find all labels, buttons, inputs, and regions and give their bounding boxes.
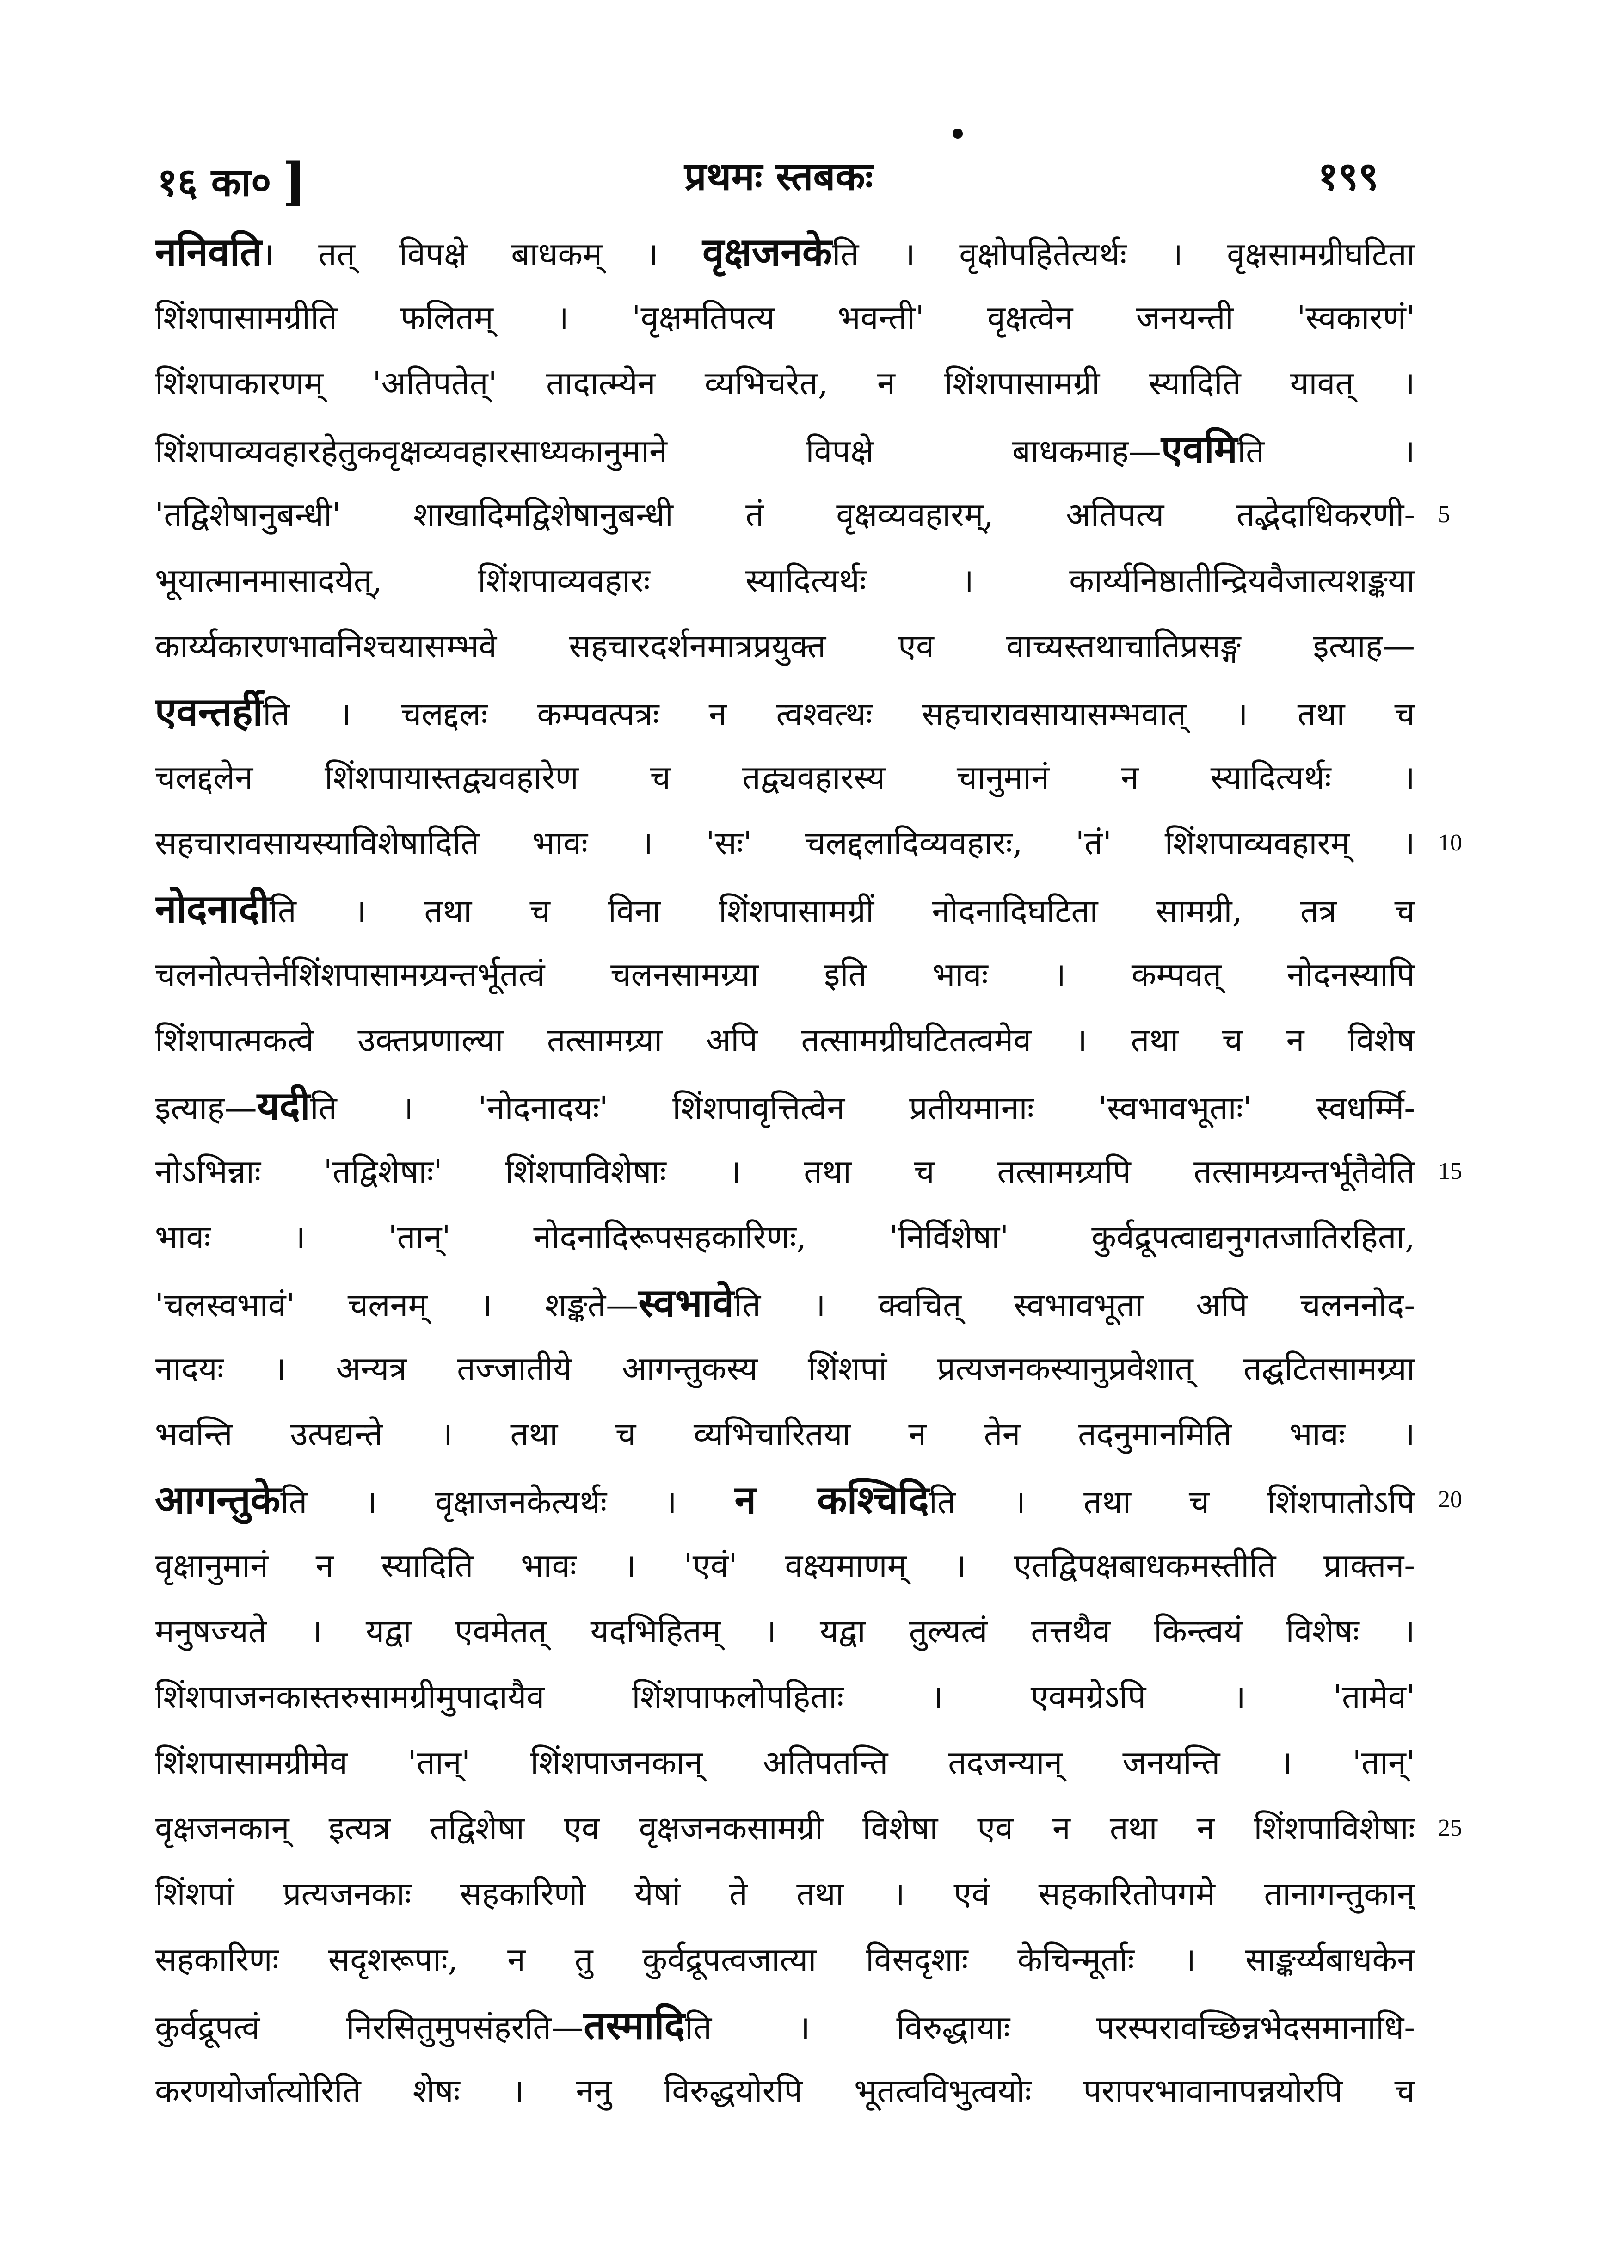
- ink-dot: [953, 129, 963, 139]
- text-segment: शिंशपां प्रत्यजनकाः सहकारिणो येषां ते तथा । एवं सहकारितोपगमे तानागन्तुकान्: [155, 1875, 1415, 1913]
- text-segment: शिंशपासामग्रीति फलितम् । 'वृक्षमतिपत्य भवन्ती' वृक्षत्वेन जनयन्ती 'स्वकारणं': [155, 299, 1415, 337]
- text-segment: भवन्ति उत्पद्यन्ते । तथा च व्यभिचारितया न तेन तदनुमानमिति भावः ।: [155, 1415, 1415, 1453]
- bold-lemma: ननिवति: [155, 229, 262, 275]
- text-line: [155, 1008, 1415, 1072]
- header-title: प्रथमः स्तबकः: [684, 153, 873, 199]
- text-line: [155, 2058, 1415, 2123]
- bold-lemma: स्वभावे: [638, 1280, 734, 1325]
- bold-lemma: एवमि: [1161, 426, 1237, 472]
- text-line: [155, 1073, 1415, 1138]
- text-line: [155, 942, 1415, 1007]
- bold-lemma: वृक्षजनके: [702, 229, 832, 275]
- text-line: [155, 1205, 1415, 1270]
- text-segment: शिंशपात्मकत्वे उक्तप्रणाल्या तत्सामग्र्या अपि तत्सामग्रीघटितत्वमेव । तथा च न विशेष: [155, 1021, 1415, 1059]
- text-line: [155, 745, 1415, 810]
- line-number: 25: [1438, 1815, 1462, 1841]
- text-line: [155, 1467, 1415, 1532]
- text-segment: मनुषज्यते । यद्वा एवमेतत् यदभिहितम् । यद्वा तुल्यत्वं तत्तथैव किन्त्वयं विशेषः ।: [155, 1612, 1415, 1650]
- header-bracket: ]: [282, 152, 307, 211]
- text-line: [155, 1796, 1415, 1861]
- text-line: [155, 1336, 1415, 1401]
- text-segment: ति । चलद्दलः कम्पवत्पत्रः न त्वश्वत्थः सहचारावसायासम्भवात् । तथा च: [263, 695, 1415, 733]
- text-segment: ति । क्वचित् स्वभावभूता अपि चलननोद-: [734, 1286, 1415, 1324]
- text-segment: शिंशपासामग्रीमेव 'तान्' शिंशपाजनकान् अतिपतन्ति तदजन्यान् जनयन्ति । 'तान्': [155, 1744, 1415, 1781]
- text-segment: । तत् विपक्षे बाधकम् ।: [262, 235, 702, 273]
- text-line: [155, 1664, 1415, 1729]
- text-segment: 'तद्विशेषानुबन्धी' शाखादिमद्विशेषानुबन्धी तं वृक्षव्यवहारम्, अतिपत्य तद्भेदाधिकरणी-: [155, 496, 1415, 534]
- text-line: [155, 1533, 1415, 1598]
- line-number: 15: [1438, 1158, 1462, 1184]
- text-line: [155, 1993, 1415, 2058]
- text-segment: ति । विरुद्धायाः परस्परावच्छिन्नभेदसमानाधि-: [685, 2009, 1415, 2046]
- text-line: [155, 351, 1415, 416]
- text-segment: ति । वृक्षोपहितेत्यर्थः । वृक्षसामग्रीघटिता: [832, 235, 1415, 273]
- text-line: [155, 1730, 1415, 1795]
- text-segment: ति । वृक्षाजनकेत्यर्थः ।: [280, 1483, 735, 1521]
- text-segment: नोऽभिन्नाः 'तद्विशेषाः' शिंशपाविशेषाः । तथा च तत्सामग्र्यपि तत्सामग्र्यन्तर्भूतैवेति: [155, 1152, 1415, 1190]
- text-segment: शिंशपाकारणम् 'अतिपतेत्' तादात्म्येन व्यभिचरेत, न शिंशपासामग्री स्यादिति यावत् ।: [155, 364, 1415, 402]
- text-segment: नादयः । अन्यत्र तज्जातीये आगन्तुकस्य शिंशपां प्रत्यजनकस्यानुप्रवेशात् तद्घटितसामग्र्या: [155, 1350, 1415, 1387]
- text-segment: 'चलस्वभावं' चलनम् । शङ्कते—: [155, 1286, 639, 1324]
- text-segment: चलनोत्पत्तेर्नशिंशपासामग्र्यन्तर्भूतत्वं चलनसामग्र्या इति भावः । कम्पवत् नोदनस्यापि: [155, 955, 1415, 993]
- text-line: [155, 1402, 1415, 1467]
- text-segment: भावः । 'तान्' नोदनादिरूपसहकारिणः, 'निर्विशेषा' कुर्वद्रूपत्वाद्यनुगतजातिरहिता,: [155, 1218, 1415, 1256]
- text-segment: वृक्षजनकान् इत्यत्र तद्विशेषा एव वृक्षजनकसामग्री विशेषा एव न तथा न शिंशपाविशेषाः: [155, 1809, 1415, 1847]
- text-segment: सहकारिणः सदृशरूपाः, न तु कुर्वद्रूपत्वजात्या विसदृशाः केचिन्मूर्ताः । साङ्कर्य्यबाधकेन: [155, 1941, 1415, 1978]
- text-line: [155, 417, 1415, 481]
- text-segment: करणयोर्जात्योरिति शेषः । ननु विरुद्धयोरपि भूतत्वविभुत्वयोः परापरभावानापन्नयोरपि च: [155, 2072, 1415, 2110]
- bold-lemma: नोदनादी: [155, 886, 270, 931]
- text-line: [155, 1599, 1415, 1664]
- text-segment: ति । तथा च शिंशपातोऽपि: [929, 1483, 1415, 1521]
- text-line: [155, 679, 1415, 744]
- header-section-label: १६ का०: [157, 159, 271, 205]
- line-number: 20: [1438, 1486, 1462, 1513]
- text-segment: इत्याह—: [155, 1089, 257, 1127]
- text-line: [155, 1861, 1415, 1926]
- bold-lemma: तस्मादि: [584, 2002, 685, 2048]
- line-number: 5: [1438, 501, 1450, 528]
- text-line: [155, 220, 1415, 284]
- text-line: [155, 876, 1415, 941]
- text-segment: चलद्दलेन शिंशपायास्तद्व्यवहारेण च तद्व्यवहारस्य चानुमानं न स्यादित्यर्थः ।: [155, 758, 1415, 796]
- running-header: [0, 139, 1624, 213]
- text-segment: कार्य्यकारणभावनिश्चयासम्भवे सहचारदर्शनमात्रप्रयुक्त एव वाच्यस्तथाचातिप्रसङ्ग इत्याह—: [155, 627, 1415, 665]
- text-line: [155, 811, 1415, 875]
- text-segment: भूयात्मानमासादयेत्, शिंशपाव्यवहारः स्यादित्यर्थः । कार्य्यनिष्ठातीन्द्रियवैजात्यशङ्कया: [155, 561, 1415, 599]
- text-line: [155, 1270, 1415, 1335]
- text-segment: शिंशपाव्यवहारहेतुकवृक्षव्यवहारसाध्यकानुमाने विपक्षे बाधकमाह—: [155, 432, 1161, 470]
- line-number: 10: [1438, 830, 1462, 856]
- text-segment: ति ।: [1237, 432, 1415, 470]
- bold-lemma: आगन्तुके: [155, 1477, 281, 1522]
- text-segment: ति । 'नोदनादयः' शिंशपावृत्तित्वेन प्रतीयमानाः 'स्वभावभूताः' स्वधर्म्मि-: [310, 1089, 1415, 1127]
- text-line: [155, 1927, 1415, 1992]
- text-segment: शिंशपाजनकास्तरुसामग्रीमुपादायैव शिंशपाफलोपहिताः । एवमग्रेऽपि । 'तामेव': [155, 1678, 1415, 1716]
- text-line: [155, 482, 1415, 547]
- text-segment: वृक्षानुमानं न स्यादिति भावः । 'एवं' वक्ष्यमाणम् । एतद्विपक्षबाधकमस्तीति प्राक्तन-: [155, 1547, 1415, 1584]
- bold-lemma: यदी: [257, 1083, 310, 1128]
- text-segment: कुर्वद्रूपत्वं निरसितुमुपसंहरति—: [155, 2009, 584, 2046]
- bold-lemma: एवन्तर्ही: [155, 689, 263, 734]
- page-number: १९९: [1318, 153, 1379, 199]
- text-line: [155, 285, 1415, 350]
- text-line: [155, 614, 1415, 678]
- text-line: [155, 548, 1415, 613]
- text-segment: सहचारावसायस्याविशेषादिति भावः । 'सः' चलद्दलादिव्यवहारः, 'तं' शिंशपाव्यवहारम् ।: [155, 824, 1415, 862]
- header-left: [157, 148, 307, 211]
- bold-lemma: न कश्चिदि: [734, 1477, 929, 1522]
- text-line: [155, 1139, 1415, 1204]
- text-segment: ति । तथा च विना शिंशपासामग्रीं नोदनादिघटिता सामग्री, तत्र च: [269, 892, 1415, 930]
